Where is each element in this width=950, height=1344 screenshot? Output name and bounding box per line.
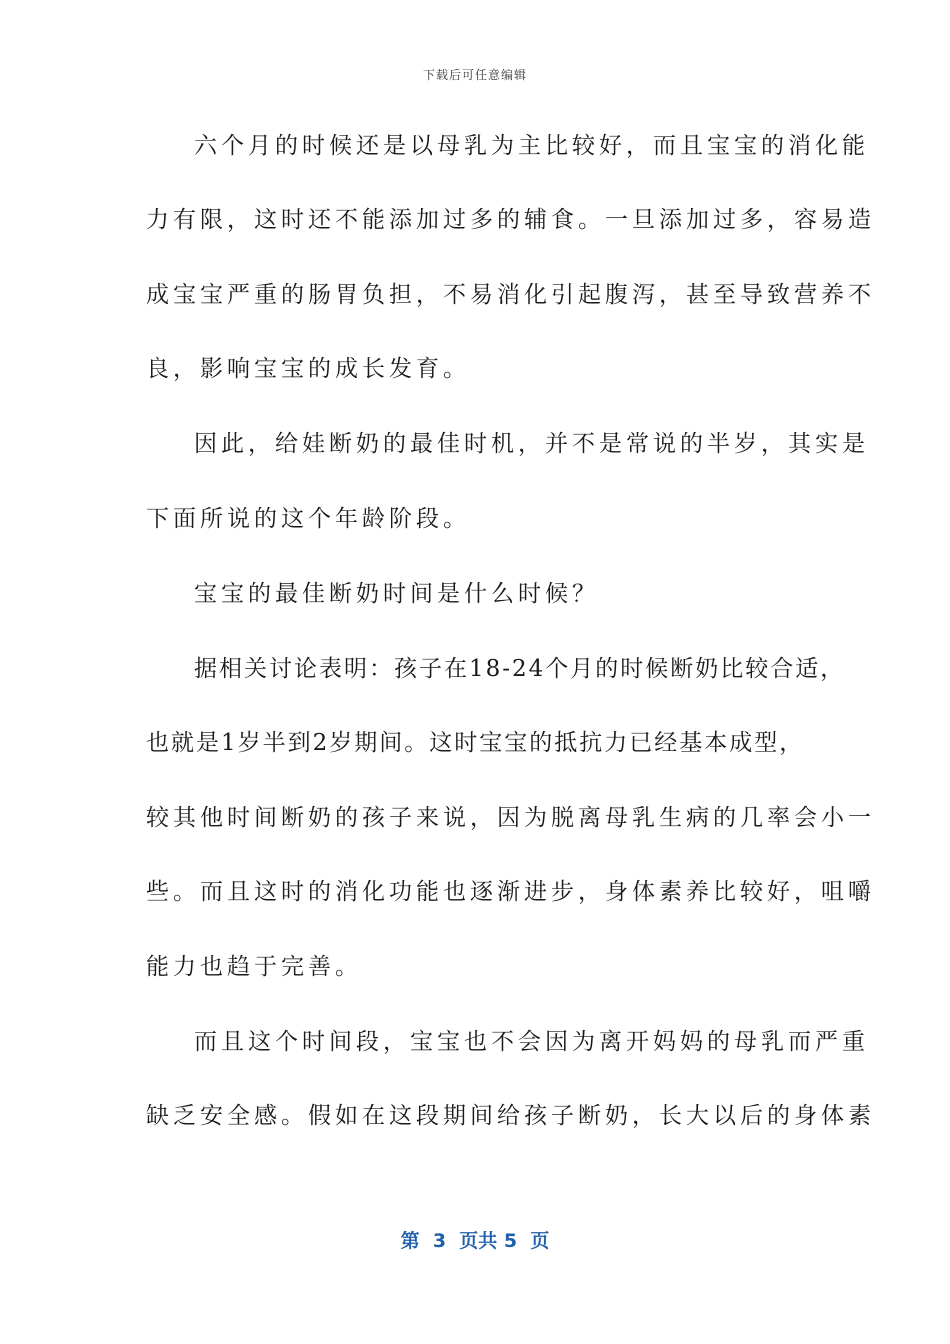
body-line: 成宝宝严重的肠胃负担，不易消化引起腹泻，甚至导致营养不 [146,282,875,308]
page-number-footer: 第 3 页共 5 页 [400,1230,550,1252]
body-line: 些。而且这时的消化功能也逐渐进步，身体素养比较好，咀嚼 [146,879,875,905]
body-line: 据相关讨论表明：孩子在18-24个月的时候断奶比较合适， [194,656,846,682]
body-line: 较其他时间断奶的孩子来说，因为脱离母乳生病的几率会小一 [146,805,875,831]
body-line: 良，影响宝宝的成长发育。 [146,356,470,382]
body-line: 宝宝的最佳断奶时间是什么时候？ [194,581,599,607]
body-line: 也就是1岁半到2岁期间。这时宝宝的抵抗力已经基本成型， [146,730,805,756]
body-line: 因此，给娃断奶的最佳时机，并不是常说的半岁，其实是 [194,431,869,457]
header-note: 下载后可任意编辑 [422,68,527,82]
body-line: 力有限，这时还不能添加过多的辅食。一旦添加过多，容易造 [146,207,875,233]
body-line: 能力也趋于完善。 [146,954,362,980]
body-line: 而且这个时间段，宝宝也不会因为离开妈妈的母乳而严重 [194,1029,869,1055]
body-line: 六个月的时候还是以母乳为主比较好，而且宝宝的消化能 [194,133,869,159]
body-line: 缺乏安全感。假如在这段期间给孩子断奶，长大以后的身体素 [146,1103,875,1129]
body-line: 下面所说的这个年龄阶段。 [146,506,470,532]
